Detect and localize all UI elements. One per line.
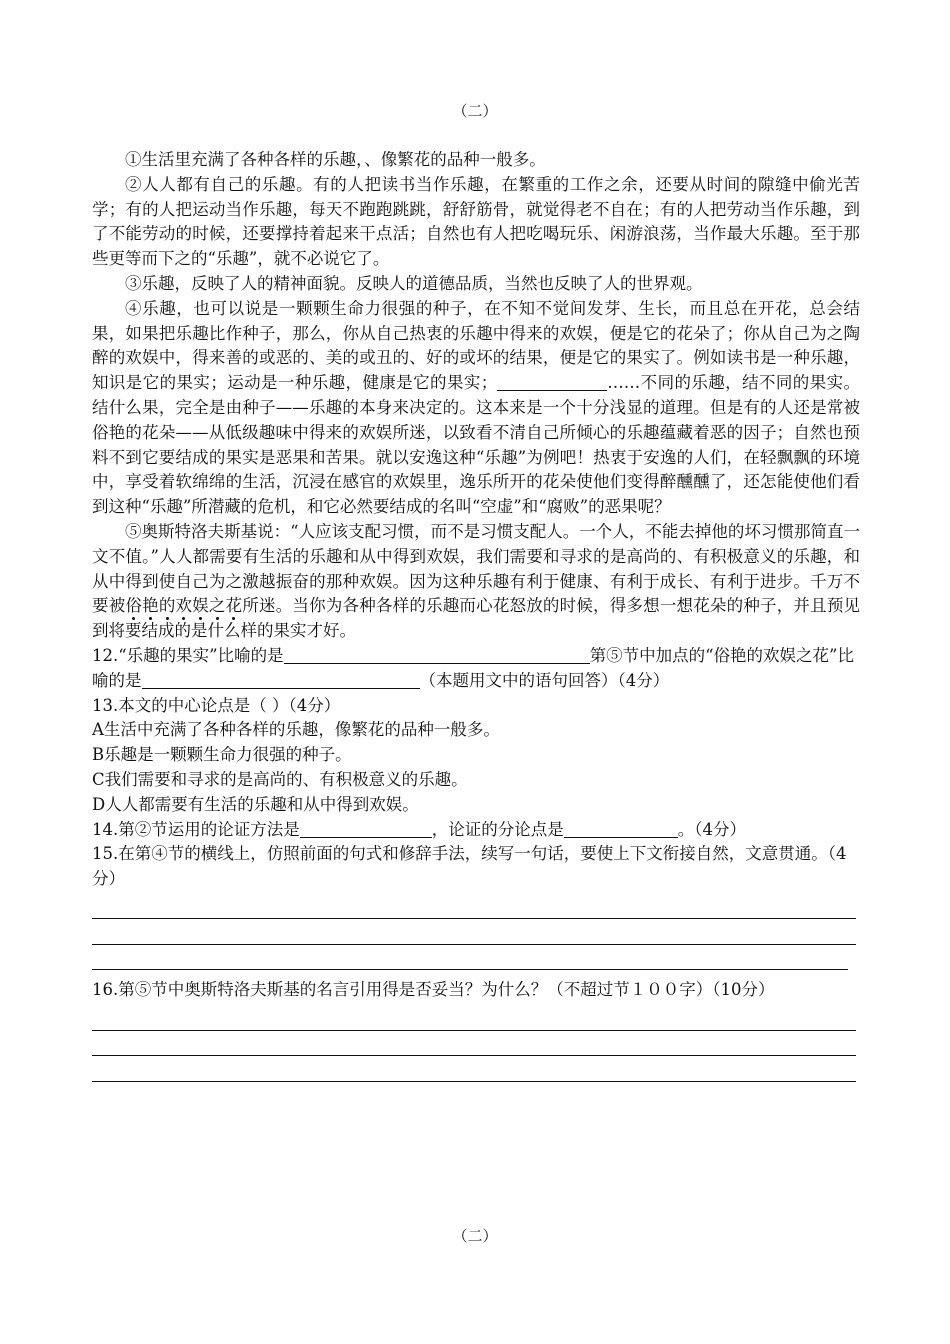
paragraph-3: ③乐趣，反映了人的精神面貌。反映人的道德品质，当然也反映了人的世界观。: [125, 273, 703, 293]
question-13: 13.本文的中心论点是（ ）（4分）: [92, 695, 341, 715]
q12-text-a: 12.“乐趣的果实”比喻的是: [92, 645, 284, 665]
dotted-char: 之: [208, 596, 226, 616]
question-15: 15.在第④节的横线上，仿照前面的句式和修辞手法，续写一句话，要使上下文衔接自然，文意贯通。（4分）: [92, 844, 847, 889]
q12-text-c: （本题用文中的语句回答）（4分）: [419, 670, 670, 690]
q14-blank-1[interactable]: [300, 819, 432, 838]
answer-line[interactable]: [92, 919, 856, 945]
question-16: 16.第⑤节中奥斯特洛夫斯基的名言引用得是否妥当？为什么？（不超过节１００字）（10分）: [92, 980, 775, 1000]
question-14: [92, 818, 860, 843]
dotted-char: 花: [225, 596, 243, 616]
dotted-char: 欢: [175, 596, 193, 616]
answer-line[interactable]: [92, 1005, 856, 1031]
paragraph-4-after: ……不同的乐趣，结不同的果实。结什么果，完全是由种子——乐趣的本身来决定的。这本来是一个十分浅显的道理。但是有的人还是常被俗艳的花朵——从低级趣味中得来的欢娱所迷，以致看不清自己所倾心的乐趣蕴藏着恶的因子；自然也预料不到它要结成的果实是恶果和苦果。就以安逸这种“乐趣”为例吧！热衷于安逸的人们，在轻飘飘的环境中，享受着软绵绵的生活，沉浸在感官的欢娱里，逸乐所开的花朵使他们变得醉醺醺了，还怎能使他们看到这种“乐趣”所潜藏的危机，和它必然要结成的名叫“空虚”和“腐败”的恶果呢？: [92, 373, 861, 517]
page-footer: （二）: [452, 1227, 498, 1245]
q13-option-c: C我们需要和寻求的是高尚的、有积极意义的乐趣。: [92, 769, 468, 789]
q14-blank-2[interactable]: [564, 819, 678, 838]
paragraph-4-before: ④乐趣，也可以说是一颗颗生命力很强的种子，在不知不觉间发芽、生长，而且总在开花，总会结果，如果把乐趣比作种子，那么，你从自己热衷的乐趣中得来的欢娱，便是它的花朵了；你从自己为之陶醉的欢娱中，得来善的或恶的、美的或丑的、好的或坏的结果，便是它的果实了。例如读书是一种乐趣，知识是它的果实；运动是一种乐趣，健康是它的果实；: [92, 298, 860, 393]
q15-answer-area[interactable]: [92, 894, 860, 971]
q16-answer-area[interactable]: [92, 1005, 860, 1082]
q13-option-b: B乐趣是一颗颗生命力很强的种子。: [92, 745, 352, 765]
paragraph-5-before: ⑤奥斯特洛夫斯基说：“人应该支配习惯，而不是习惯支配人。一个人，不能去掉他的坏习惯那简直一文不值。”人人都需要有生活的乐趣和从中得到欢娱，我们需要和寻求的是高尚的、有积极意义的乐趣，和从中得到使自己为之激越振奋的那种欢娱。因为这种乐趣有利于健康、有利于成长、有利于进步。千万不要被: [92, 521, 860, 616]
fill-in-blank[interactable]: [497, 372, 607, 391]
dotted-char: 的: [158, 596, 176, 616]
paragraph-4: [92, 297, 860, 520]
paragraph-1: ①生活里充满了各种各样的乐趣，、像繁花的品种一般多。: [125, 150, 546, 169]
paragraph-2: ②人人都有自己的乐趣。有的人把读书当作乐趣，在繁重的工作之余，还要从时间的隙缝中偷光苦学；有的人把运动当作乐趣，每天不跑跑跳跳，舒舒筋骨，就觉得老不自在；有的人把劳动当作乐趣，到了不能劳动的时候，还要撑持着起来干点活；自然也有人把吃喝玩乐、闲游浪荡，当作最大乐趣。至于那些更等而下之的“乐趣”，就不必说它了。: [92, 174, 860, 269]
dotted-char: 娱: [192, 596, 209, 616]
answer-line[interactable]: [92, 894, 856, 920]
q12-text-b: 第⑤节中加点的“俗艳的欢娱之花”比喻的是: [92, 645, 854, 690]
q12-blank-2[interactable]: [142, 670, 420, 689]
paragraph-5-after: 所迷。当你为各种各样的乐趣而心花怒放的时候，得多想一想花朵的种子，并且预见到将要结成的是什么样的果实才好。: [92, 596, 861, 641]
answer-line[interactable]: [92, 1031, 856, 1057]
article-body: [92, 148, 860, 1082]
q13-option-d: D人人都需要有生活的乐趣和从中得到欢娱。: [92, 794, 419, 814]
dotted-phrase: [125, 596, 242, 615]
paragraph-5: [92, 520, 860, 644]
q14-text-c: 。（4分）: [677, 819, 746, 839]
dotted-char: 俗: [125, 596, 143, 616]
q14-text-b: ，论证的分论点是: [431, 819, 564, 839]
answer-line[interactable]: [92, 945, 848, 971]
question-12: [92, 644, 860, 694]
q14-text-a: 14.第②节运用的论证方法是: [92, 819, 300, 839]
q13-option-a: A生活中充满了各种各样的乐趣，像繁花的品种一般多。: [92, 720, 500, 740]
answer-line[interactable]: [92, 1056, 856, 1082]
section-title: （二）: [452, 102, 498, 120]
q12-blank-1[interactable]: [284, 645, 590, 664]
dotted-char: 艳: [142, 596, 159, 616]
